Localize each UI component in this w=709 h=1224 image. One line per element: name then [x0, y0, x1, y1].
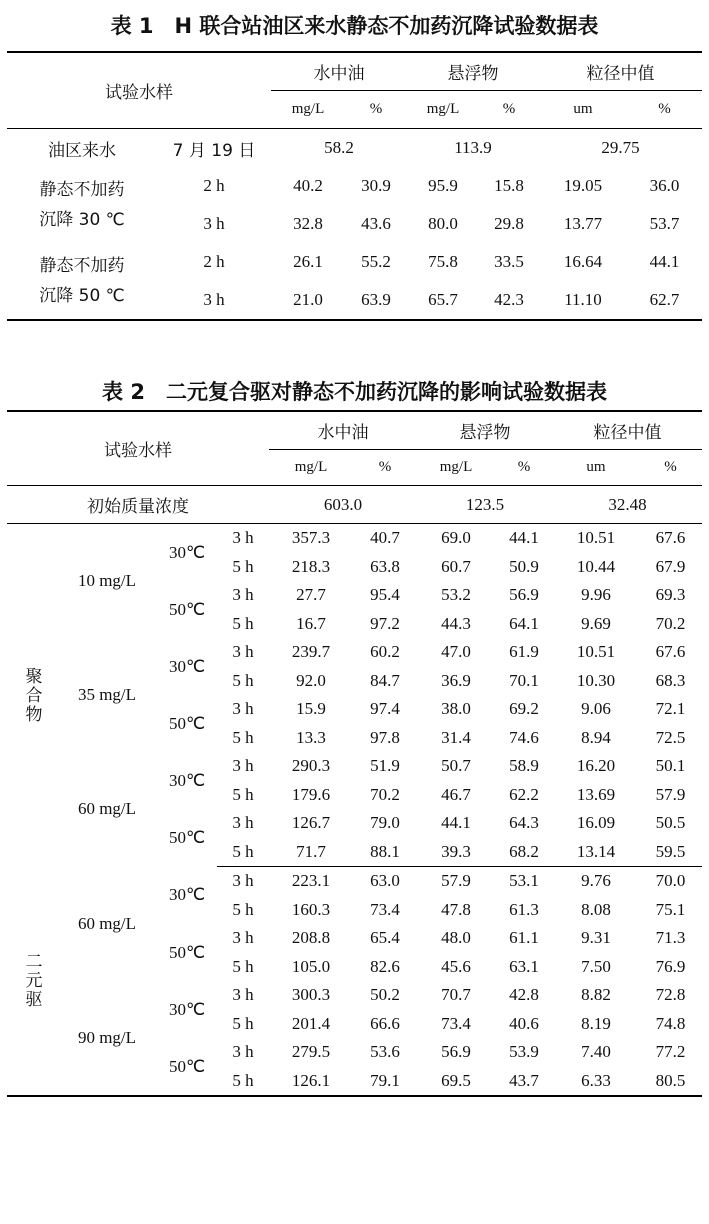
table2-value: 105.0	[291, 956, 331, 976]
table1-unit: %	[627, 91, 702, 129]
table2-header-d50: 粒径中值	[553, 411, 702, 450]
table2-value: 92.0	[296, 670, 326, 690]
table1-time: 2 h	[203, 176, 225, 195]
table1-value: 40.2	[293, 176, 323, 195]
table2-value: 48.0	[441, 928, 471, 948]
table2	[7, 410, 702, 1097]
table1-unit: um	[539, 91, 627, 129]
table2-value: 67.6	[655, 528, 686, 548]
table2-value: 53.6	[370, 1042, 400, 1062]
table2-temperature: 30℃	[168, 770, 206, 790]
table2-value: 16.7	[296, 613, 326, 633]
table2-value: 290.3	[291, 756, 331, 776]
table1-time: 3 h	[203, 290, 225, 309]
table1-value: 36.0	[649, 176, 680, 195]
table2-initial-ss: 123.5	[417, 486, 553, 524]
table2-value: 61.1	[509, 928, 539, 948]
table2-value: 65.4	[370, 928, 400, 948]
table2-value: 72.1	[655, 699, 686, 719]
table2-value: 45.6	[441, 956, 471, 976]
table2-value: 40.7	[370, 528, 400, 548]
table2-time: 5 h	[232, 1013, 254, 1033]
table2-temperature: 30℃	[168, 885, 206, 905]
table2-section-label: 聚合物	[21, 666, 42, 724]
table2-value: 61.3	[509, 899, 539, 919]
table1-value: 75.8	[428, 252, 458, 271]
table1-value: 55.2	[361, 252, 391, 271]
table2-initial-d50: 32.48	[553, 486, 702, 524]
table1-value: 32.8	[293, 214, 323, 233]
table2-time: 3 h	[232, 756, 254, 776]
table1-value: 63.9	[361, 290, 391, 309]
table2-value: 31.4	[441, 727, 471, 747]
table2-value: 68.3	[655, 670, 686, 690]
table2-value: 126.7	[291, 813, 331, 833]
table2-value: 44.3	[441, 613, 471, 633]
table2-value: 223.1	[291, 871, 331, 891]
table2-value: 75.1	[655, 899, 686, 919]
table1-header-ss: 悬浮物	[407, 52, 539, 91]
table2-value: 97.4	[370, 699, 400, 719]
table2-value: 357.3	[291, 528, 331, 548]
table2-time: 5 h	[232, 1070, 254, 1090]
table2-value: 9.76	[581, 871, 611, 891]
table1-source-label: 油区来水	[48, 140, 116, 161]
table2-value: 38.0	[441, 699, 471, 719]
table2-value: 13.3	[296, 727, 326, 747]
table2-value: 50.5	[655, 813, 686, 833]
table1-unit: mg/L	[407, 91, 479, 129]
table2-time: 5 h	[232, 727, 254, 747]
table2-value: 63.0	[370, 871, 400, 891]
table2-value: 279.5	[291, 1042, 331, 1062]
table-row	[7, 867, 702, 896]
table2-value: 10.51	[576, 642, 616, 662]
table1-time: 3 h	[203, 214, 225, 233]
table1-header-oil: 水中油	[271, 52, 407, 91]
table2-value: 8.08	[581, 899, 611, 919]
table2-value: 43.7	[509, 1070, 539, 1090]
table2-value: 27.7	[296, 585, 326, 605]
table2-value: 50.1	[655, 756, 686, 776]
table2-unit: um	[586, 459, 606, 475]
table2-value: 208.8	[291, 928, 331, 948]
table1-title: 表 1 H 联合站油区来水静态不加药沉降试验数据表	[110, 14, 599, 38]
table2-body	[7, 524, 702, 1097]
table2-concentration: 60 mg/L	[77, 799, 137, 819]
table2-temperature: 50℃	[168, 713, 206, 733]
table2-header-sample: 试验水样	[7, 411, 269, 486]
table1-group-label-line: 沉降 50 ℃	[39, 286, 125, 306]
table2-concentration: 10 mg/L	[77, 571, 137, 590]
table1-value: 33.5	[494, 252, 524, 271]
table2-value: 60.2	[370, 642, 400, 662]
table2-value: 63.1	[509, 956, 539, 976]
table2-time: 5 h	[232, 670, 254, 690]
table2-time: 3 h	[232, 1042, 254, 1062]
table2-value: 72.8	[655, 985, 686, 1005]
table2-value: 300.3	[291, 985, 331, 1005]
table1-value: 43.6	[361, 214, 391, 233]
table2-value: 8.19	[581, 1013, 611, 1033]
table2-concentration: 35 mg/L	[77, 685, 137, 704]
table1-value: 95.9	[428, 176, 458, 195]
table2-initial-oil: 603.0	[269, 486, 417, 524]
table2-value: 70.1	[509, 670, 539, 690]
table1-value: 65.7	[428, 290, 458, 309]
table1-value: 11.10	[564, 290, 602, 309]
table2-temperature: 50℃	[168, 599, 206, 619]
table2-value: 74.8	[655, 1013, 686, 1033]
table2-value: 73.4	[441, 1013, 471, 1033]
table2-value: 9.31	[581, 928, 611, 948]
table2-value: 9.06	[581, 699, 611, 719]
table1-value: 15.8	[494, 176, 524, 195]
table2-value: 57.9	[441, 871, 471, 891]
table2-value: 64.1	[509, 613, 539, 633]
table2-value: 72.5	[655, 727, 686, 747]
table2-temperature: 30℃	[168, 656, 206, 676]
table2-time: 3 h	[232, 813, 254, 833]
table1-group-label	[7, 167, 157, 243]
table2-time: 3 h	[232, 585, 254, 605]
table2-value: 64.3	[509, 813, 539, 833]
table2-unit: mg/L	[439, 459, 473, 475]
table2-header-oil: 水中油	[269, 411, 417, 450]
table-row	[7, 752, 702, 781]
table2-initial-label: 初始质量浓度	[7, 486, 269, 524]
table1-value: 44.1	[649, 252, 680, 271]
table2-value: 59.5	[639, 838, 702, 867]
table1-group-label	[7, 243, 157, 320]
table2-unit: %	[378, 459, 392, 475]
table1-value: 19.05	[563, 176, 603, 195]
table2-value: 66.6	[370, 1013, 400, 1033]
table2-value: 7.40	[581, 1042, 611, 1062]
table1-value: 16.64	[563, 252, 603, 271]
table2-value: 69.2	[509, 699, 539, 719]
table1-unit: mg/L	[271, 91, 345, 129]
table2-time: 5 h	[232, 556, 254, 576]
table2-value: 79.1	[370, 1070, 400, 1090]
table2-value: 218.3	[291, 556, 331, 576]
table2-value: 10.30	[576, 670, 616, 690]
table1-group-label-line: 静态不加药	[39, 256, 125, 276]
table2-value: 47.0	[441, 642, 471, 662]
table2-value: 84.7	[370, 670, 400, 690]
table2-value: 9.96	[581, 585, 611, 605]
table1-source-date: 7 月 19 日	[172, 140, 256, 161]
table2-value: 60.7	[441, 556, 471, 576]
table2-value: 80.5	[655, 1070, 686, 1090]
table2-value: 73.4	[370, 899, 400, 919]
table2-value: 62.2	[509, 784, 539, 804]
table1-unit: %	[345, 91, 407, 129]
table2-value: 69.5	[441, 1070, 471, 1090]
table2-time: 5 h	[232, 899, 254, 919]
table1-value: 80.0	[428, 214, 458, 233]
table2-temperature: 50℃	[168, 827, 206, 847]
table2-unit: %	[517, 459, 531, 475]
table2-value: 57.9	[655, 784, 686, 804]
table1-source-d50: 29.75	[601, 138, 640, 157]
table2-value: 10.44	[576, 556, 616, 576]
table2-value: 160.3	[291, 899, 331, 919]
table2-value: 79.0	[370, 813, 400, 833]
table1	[7, 51, 702, 321]
table2-value: 8.94	[581, 727, 611, 747]
table-row	[7, 524, 702, 553]
table2-time: 3 h	[232, 699, 254, 719]
table2-value: 82.6	[370, 956, 400, 976]
table1-value: 21.0	[293, 290, 323, 309]
table2-value: 44.1	[441, 813, 471, 833]
table2-value: 36.9	[441, 670, 471, 690]
table2-value: 126.1	[291, 1070, 331, 1090]
table2-value: 88.1	[353, 838, 417, 867]
table1-time: 2 h	[203, 252, 225, 271]
table1-body	[7, 167, 702, 320]
table2-value: 53.1	[509, 871, 539, 891]
table2-value: 46.7	[441, 784, 471, 804]
table2-value: 239.7	[291, 642, 331, 662]
table2-temperature: 50℃	[168, 942, 206, 962]
table2-time: 3 h	[232, 928, 254, 948]
table2-value: 51.9	[370, 756, 400, 776]
table-row	[7, 981, 702, 1010]
table2-value: 70.2	[370, 784, 400, 804]
table2-temperature: 30℃	[168, 999, 206, 1019]
table1-group-label-line: 沉降 30 ℃	[39, 210, 125, 230]
table2-value: 95.4	[370, 585, 400, 605]
table2-time: 3 h	[232, 642, 254, 662]
table2-value: 56.9	[441, 1042, 471, 1062]
table2-header-ss: 悬浮物	[417, 411, 553, 450]
table1-source-ss: 113.9	[454, 138, 492, 157]
table2-value: 77.2	[655, 1042, 686, 1062]
table2-value: 70.7	[441, 985, 471, 1005]
table2-value: 50.9	[509, 556, 539, 576]
table2-value: 50.7	[441, 756, 471, 776]
table2-value: 76.9	[655, 956, 686, 976]
table2-temperature: 30℃	[168, 542, 206, 562]
table1-value: 29.8	[494, 214, 524, 233]
table1-value: 62.7	[649, 290, 680, 309]
table2-value: 63.8	[370, 556, 400, 576]
table2-temperature: 50℃	[168, 1056, 206, 1076]
table2-value: 69.0	[441, 528, 471, 548]
table2-value: 10.51	[576, 528, 616, 548]
table2-value: 74.6	[509, 727, 539, 747]
table2-value: 47.8	[441, 899, 471, 919]
table2-value: 39.3	[417, 838, 495, 867]
table2-value: 97.2	[370, 613, 400, 633]
table2-value: 58.9	[509, 756, 539, 776]
table2-value: 15.9	[296, 699, 326, 719]
table2-section-label: 二元驱	[21, 952, 42, 1010]
table2-value: 16.20	[576, 756, 616, 776]
table-row	[7, 243, 702, 281]
table2-value: 16.09	[576, 813, 616, 833]
table2-value: 53.9	[509, 1042, 539, 1062]
table-row	[7, 638, 702, 667]
table1-source-oil: 58.2	[324, 138, 354, 157]
table2-value: 61.9	[509, 642, 539, 662]
table1-group-label-line: 静态不加药	[39, 180, 125, 200]
table1-value: 26.1	[293, 252, 323, 271]
table2-value: 13.69	[576, 784, 616, 804]
table2-value: 69.3	[655, 585, 686, 605]
table2-time: 5 h	[232, 956, 254, 976]
table1-value: 30.9	[361, 176, 391, 195]
table2-concentration: 90 mg/L	[77, 1028, 137, 1047]
table2-value: 40.6	[509, 1013, 539, 1033]
table1-value: 13.77	[563, 214, 603, 233]
table2-time: 5 h	[232, 613, 254, 633]
table2-unit: mg/L	[294, 459, 328, 475]
table2-concentration: 60 mg/L	[77, 913, 137, 933]
table2-value: 44.1	[509, 528, 539, 548]
table2-time: 3 h	[232, 985, 254, 1005]
table2-time: 5 h	[217, 838, 269, 867]
table2-value: 6.33	[581, 1070, 611, 1090]
table2-value: 68.2	[495, 838, 553, 867]
table2-value: 67.6	[655, 642, 686, 662]
table2-value: 9.69	[581, 613, 611, 633]
table2-value: 71.7	[269, 838, 353, 867]
table2-time: 3 h	[232, 871, 254, 891]
table2-value: 97.8	[370, 727, 400, 747]
table2-value: 56.9	[509, 585, 539, 605]
table1-value: 42.3	[494, 290, 524, 309]
table2-time: 3 h	[232, 528, 254, 548]
table1-header-d50: 粒径中值	[539, 52, 702, 91]
table1-header-sample: 试验水样	[7, 52, 271, 129]
table2-unit: %	[664, 459, 677, 475]
table2-value: 53.2	[441, 585, 471, 605]
table2-time: 5 h	[232, 784, 254, 804]
table2-value: 179.6	[291, 784, 331, 804]
table2-value: 70.0	[655, 871, 686, 891]
table2-value: 201.4	[291, 1013, 331, 1033]
table2-value: 67.9	[655, 556, 686, 576]
table2-value: 42.8	[509, 985, 539, 1005]
table1-value: 53.7	[649, 214, 680, 233]
table2-value: 70.2	[655, 613, 686, 633]
table2-value: 8.82	[581, 985, 611, 1005]
table2-value: 13.14	[553, 838, 639, 867]
table1-unit: %	[479, 91, 539, 129]
table2-value: 7.50	[581, 956, 611, 976]
table2-value: 71.3	[655, 928, 686, 948]
table2-title: 表 2 二元复合驱对静态不加药沉降的影响试验数据表	[102, 380, 607, 404]
table2-value: 50.2	[370, 985, 400, 1005]
table-row	[7, 167, 702, 205]
